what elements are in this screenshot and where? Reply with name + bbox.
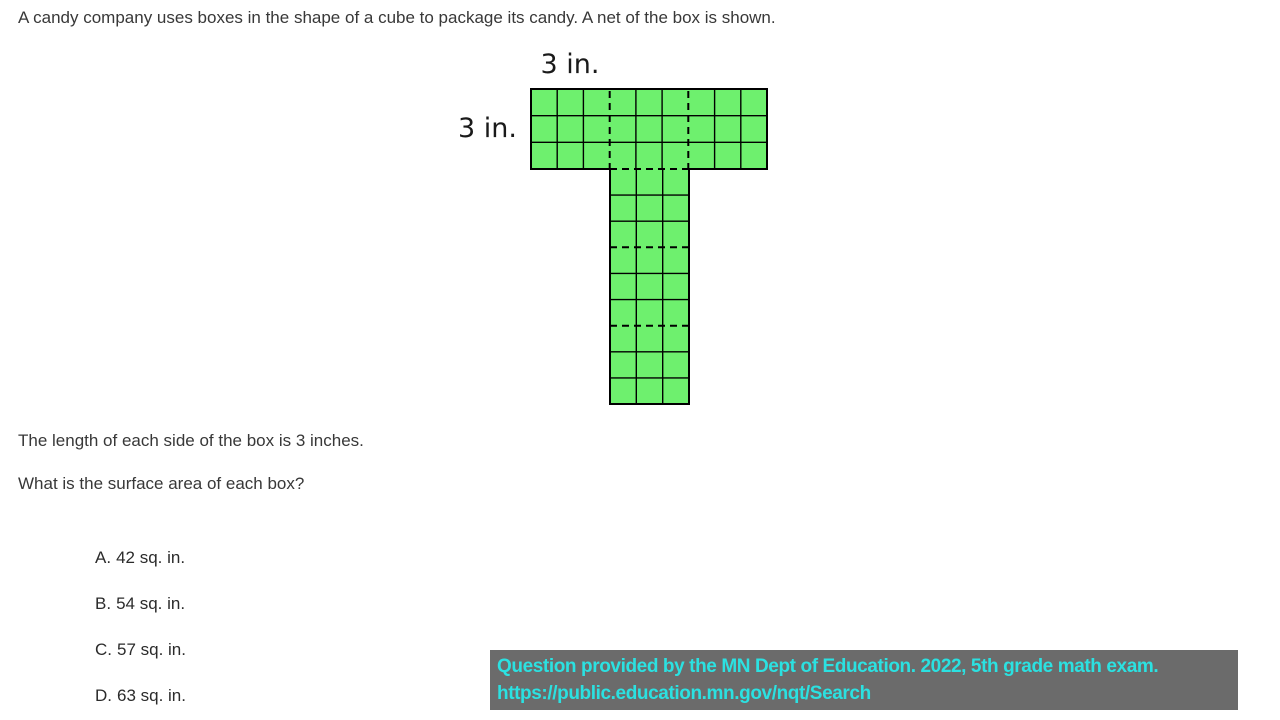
attribution-text: Question provided by the MN Dept of Education. 2022, 5th grade math exam. (497, 656, 1159, 677)
question-intro: A candy company uses boxes in the shape of a cube to package its candy. A net of the box is shown. (18, 8, 776, 27)
choice-letter: D. (95, 686, 112, 705)
choice-value: 54 sq. in. (116, 594, 186, 613)
choice-value: 63 sq. in. (117, 686, 186, 705)
net-side-dimension-label: 3 in. (458, 113, 517, 144)
choice-d[interactable] (95, 686, 186, 706)
choice-value: 57 sq. in. (117, 640, 186, 659)
attribution-banner (490, 650, 1238, 710)
side-length-statement: The length of each side of the box is 3 inches. (18, 431, 364, 450)
choice-b[interactable] (95, 594, 186, 614)
choice-letter: C. (95, 640, 112, 659)
choice-letter: B. (95, 594, 112, 613)
choice-a[interactable] (95, 548, 186, 568)
choice-c[interactable] (95, 640, 186, 660)
answer-choices (95, 548, 186, 706)
cube-net-drawing (530, 88, 768, 405)
choice-value: 42 sq. in. (116, 548, 186, 567)
question-prompt: What is the surface area of each box? (18, 474, 305, 493)
choice-letter: A. (95, 548, 112, 567)
attribution-url: https://public.education.mn.gov/nqt/Search (497, 683, 871, 704)
net-top-dimension-label: 3 in. (540, 49, 600, 80)
